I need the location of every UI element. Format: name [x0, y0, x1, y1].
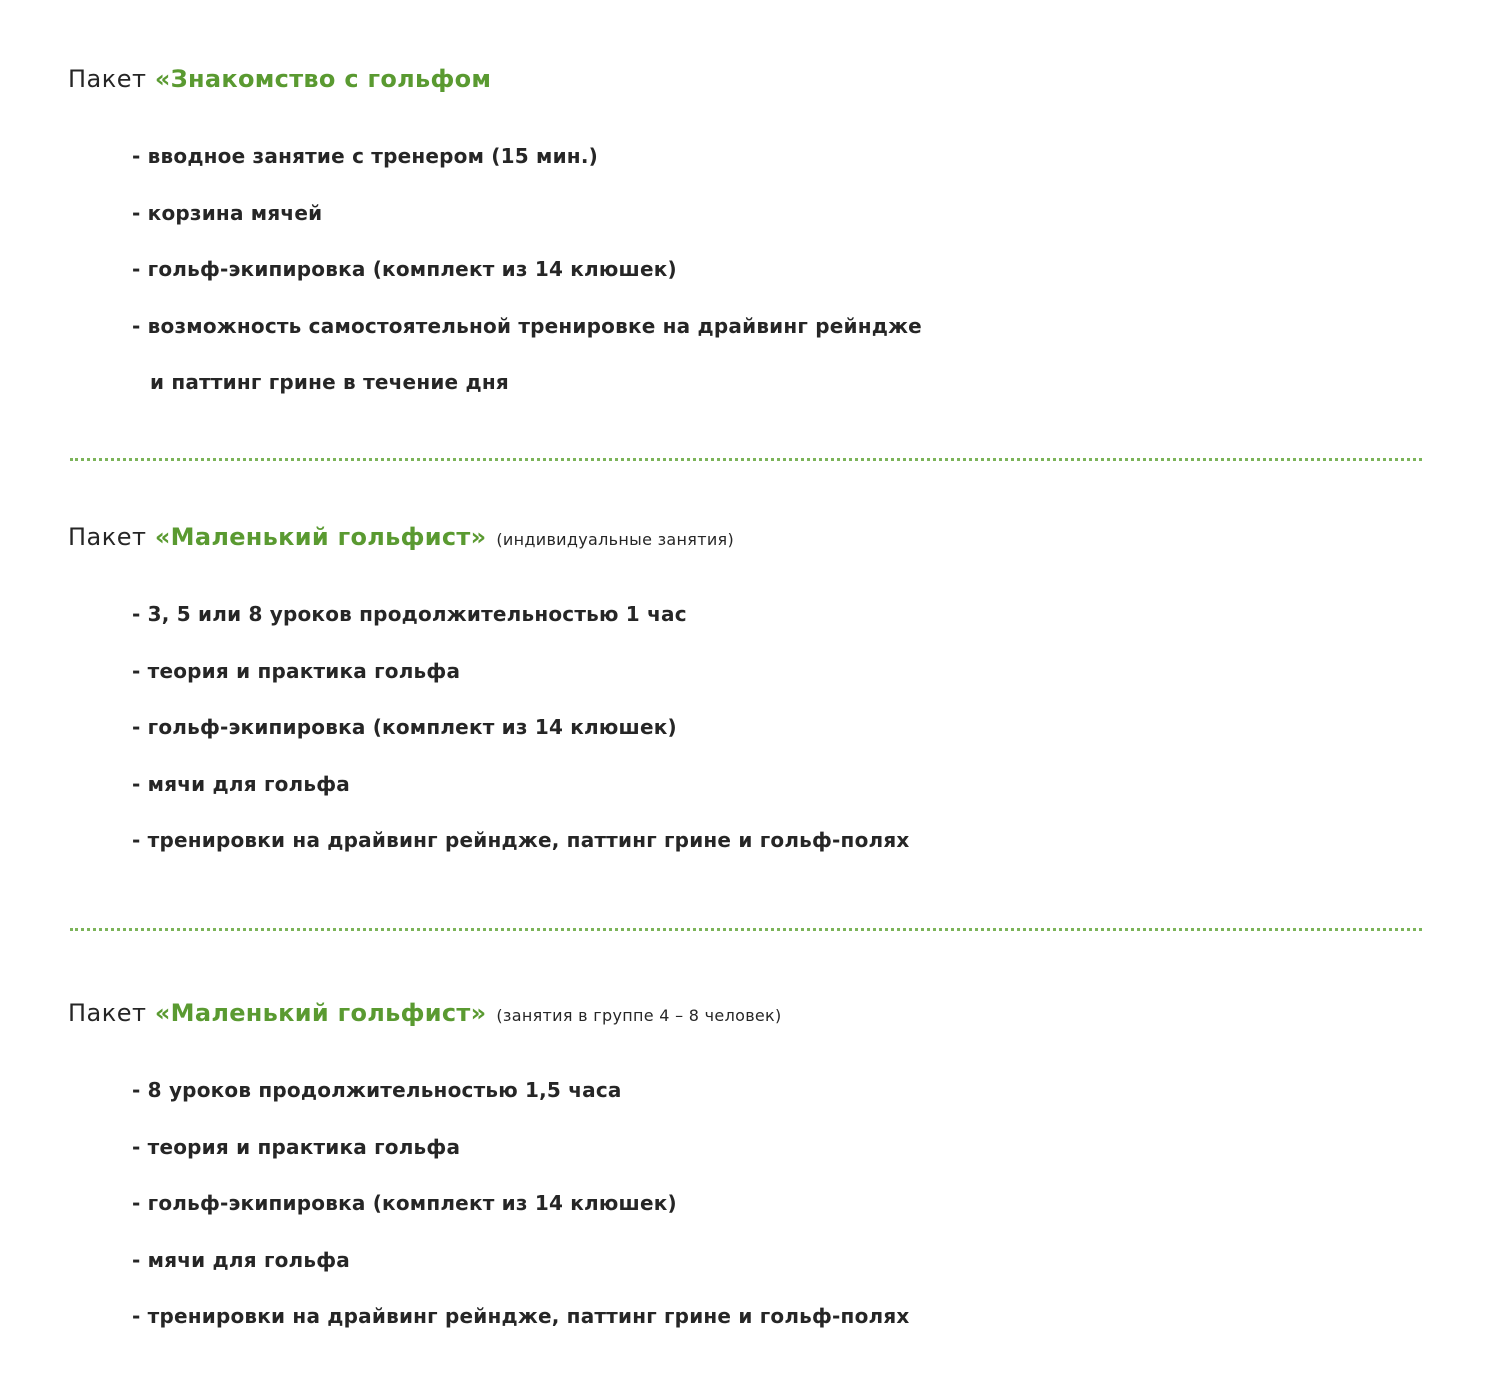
list-item: - гольф-экипировка (комплект из 14 клюшек) — [132, 1191, 677, 1215]
list-item-line: и паттинг грине в течение дня — [150, 370, 509, 394]
section-divider — [70, 928, 1422, 931]
list-item-line: - возможность самостоятельной тренировке на драйвинг рейндже — [132, 313, 922, 338]
list-item: - гольф-экипировка (комплект из 14 клюшек) — [132, 257, 677, 281]
list-item: - мячи для гольфа — [132, 1247, 350, 1272]
package-prefix: Пакет — [68, 65, 147, 93]
list-item: - тренировки на драйвинг рейндже, паттинг грине и гольф-полях — [132, 828, 910, 852]
section-divider — [70, 458, 1422, 461]
list-item: - мячи для гольфа — [132, 771, 350, 796]
list-item — [132, 298, 1448, 411]
package-note: (индивидуальные занятия) — [496, 530, 734, 549]
package-items-list — [68, 586, 1448, 869]
package-items-list — [68, 128, 1448, 411]
list-item: - 8 уроков продолжительностью 1,5 часа — [132, 1078, 622, 1102]
list-item: - тренировки на драйвинг рейндже, паттинг грине и гольф-полях — [132, 1304, 910, 1328]
list-item: - гольф-экипировка (комплект из 14 клюшек) — [132, 715, 677, 739]
package-name: «Маленький гольфист» — [154, 523, 487, 551]
package-title — [68, 984, 1448, 1042]
package-items-list — [68, 1062, 1448, 1345]
package-title — [68, 508, 1448, 566]
list-item: - теория и практика гольфа — [132, 658, 461, 683]
package-little-golfer-group — [68, 984, 1448, 1345]
package-title — [68, 50, 1448, 108]
list-item: - теория и практика гольфа — [132, 1134, 461, 1159]
list-item: - корзина мячей — [132, 200, 323, 225]
package-intro-to-golf — [68, 50, 1448, 411]
package-name: «Маленький гольфист» — [154, 999, 487, 1027]
package-prefix: Пакет — [68, 523, 147, 551]
package-note: (занятия в группе 4 – 8 человек) — [496, 1006, 782, 1025]
list-item: - 3, 5 или 8 уроков продолжительностью 1 час — [132, 602, 687, 626]
list-item: - вводное занятие с тренером (15 мин.) — [132, 144, 598, 168]
package-name: «Знакомство с гольфом — [154, 65, 492, 93]
package-prefix: Пакет — [68, 999, 147, 1027]
package-little-golfer-individual — [68, 508, 1448, 869]
